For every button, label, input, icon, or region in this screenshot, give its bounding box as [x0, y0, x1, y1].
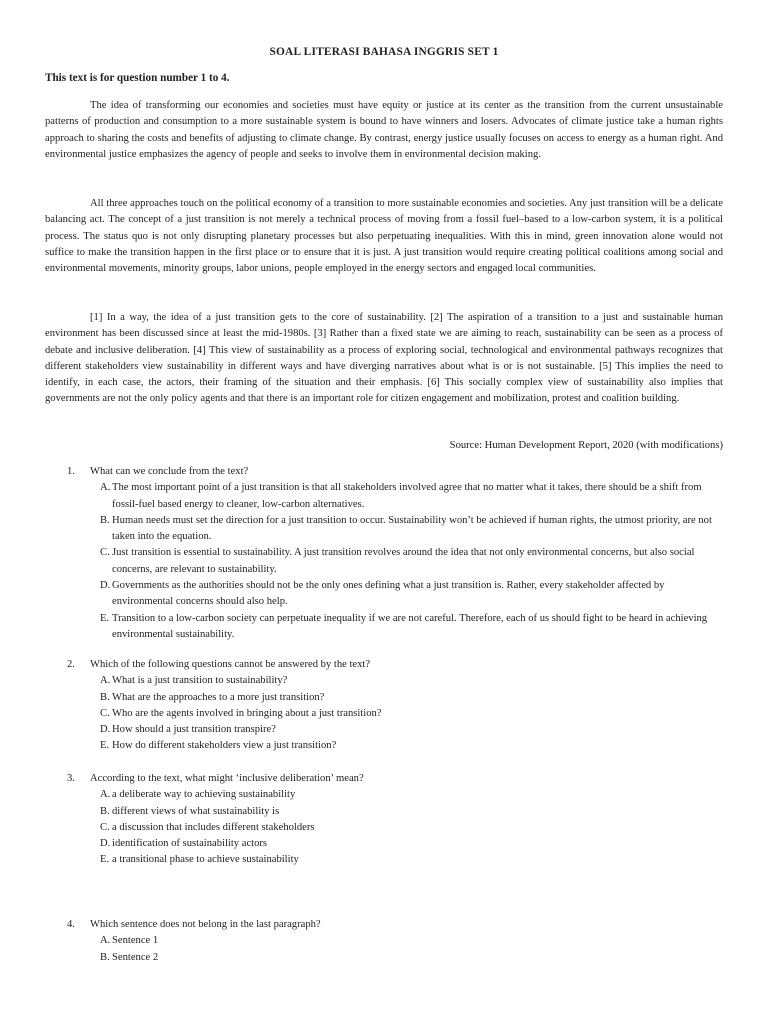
option-c: [100, 820, 723, 836]
option-d: [100, 836, 723, 852]
question-1: [67, 464, 723, 643]
option-text: a discussion that includes different stakeholders: [112, 821, 315, 833]
option-text: Governments as the authorities should not be the only ones defining what a just transition is. Rather, every stakeholder affected by environmental concerns should also help.: [112, 580, 665, 608]
option-list: [67, 673, 723, 754]
option-letter: C.: [100, 821, 110, 833]
question-text: According to the text, what might ‘inclusive deliberation’ mean?: [90, 773, 364, 784]
option-e: [100, 852, 723, 868]
option-text: Just transition is essential to sustainability. A just transition revolves around the idea that not only environmental concerns, but also social concerns, are relevant to sustainability.: [112, 547, 695, 575]
option-e: [100, 738, 723, 754]
option-a: [100, 787, 723, 803]
option-a: [100, 480, 723, 513]
option-text: different views of what sustainability is: [112, 805, 280, 817]
question-text: What can we conclude from the text?: [90, 466, 249, 477]
question-stem: [67, 464, 723, 480]
option-letter: D.: [100, 724, 111, 736]
option-text: What are the approaches to a more just transition?: [112, 691, 325, 703]
option-a: [100, 673, 723, 689]
option-letter: E.: [100, 854, 110, 866]
option-text: Human needs must set the direction for a just transition to occur. Sustainability won’t be achieved if human rights, the utmost priority, are not taken into the equation.: [112, 514, 712, 543]
option-d: [100, 578, 723, 611]
option-text: a transitional phase to achieve sustainability: [112, 854, 299, 866]
question-3: [67, 771, 723, 869]
option-letter: A.: [100, 675, 111, 687]
option-b: [100, 804, 723, 820]
option-b: [100, 950, 723, 966]
option-text: identification of sustainability actors: [112, 838, 268, 850]
option-a: [100, 933, 723, 949]
option-letter: A.: [100, 482, 111, 494]
question-number: 3.: [67, 773, 75, 784]
option-text: a deliberate way to achieving sustainability: [112, 789, 296, 801]
question-number: 1.: [67, 466, 75, 477]
option-b: [100, 513, 723, 546]
option-letter: B.: [100, 691, 110, 703]
option-letter: B.: [100, 951, 110, 963]
option-letter: D.: [100, 580, 111, 592]
option-c: [100, 545, 723, 578]
option-b: [100, 690, 723, 706]
option-text: How do different stakeholders view a just transition?: [112, 740, 337, 752]
option-text: The most important point of a just transition is that all stakeholders involved agree that no matter what it takes, there should be a shift from fossil-fuel based energy to cleaner, low-carbon alternatives.: [112, 482, 702, 510]
document-title: SOAL LITERASI BAHASA INGGRIS SET 1: [269, 46, 499, 58]
option-text: Sentence 1: [112, 935, 159, 947]
option-text: What is a just transition to sustainability?: [112, 675, 288, 687]
option-letter: E.: [100, 740, 110, 752]
option-text: Transition to a low-carbon society can perpetuate inequality if we are not careful. Therefore, each of us should fight to be heard in achieving environmental sustainability.: [112, 612, 708, 640]
option-letter: C.: [100, 707, 110, 719]
option-letter: B.: [100, 805, 110, 817]
question-stem: [67, 917, 723, 933]
option-e: [100, 611, 723, 644]
question-number: 2.: [67, 659, 75, 670]
reading-paragraph-3: [1] In a way, the idea of a just transition gets to the core of sustainability. [2] The aspiration of a transition to a just and sustainable human environment has been discussed since at least the mid-1980s. [3] Rather than a fixed state we are aiming to reach, sustainability can be seen as a process of debate and inclusive deliberation. [4] This view of sustainability as a process of exploring social, technological and environmental pathways recognizes that different stakeholders view sustainability in different ways and have diverging narratives about what is or is not sustainable. [5] This implies the need to identify, in each case, the actors, their framing of the situation and their emphasis. [6] This socially complex view of sustainability also implies that governments are not the only policy agents and that there is an important role for citizen engagement and mobilization, protest and coalition building.: [45, 312, 723, 405]
question-stem: [67, 771, 723, 787]
option-letter: A.: [100, 935, 111, 947]
option-list: [67, 787, 723, 868]
reading-paragraph-2: All three approaches touch on the political economy of a transition to more sustainable economies and societies. Any just transition will be a delicate balancing act. The concept of a just transition is not merely a technical process of moving from a fossil fuel–based to a low-carbon system, it is a political process. The status quo is not only disrupting planetary processes but also perpetuating inequalities. With this in mind, green innovation alone would not suffice to make the transition happen in the first place or to ensure that it is just. A just transition would require creating political coalitions among social and environmental movements, minority groups, labor unions, people employed in the energy sectors and engaged local communities.: [45, 198, 723, 275]
option-letter: D.: [100, 838, 111, 850]
option-list: [67, 933, 723, 966]
question-text: Which of the following questions cannot be answered by the text?: [90, 659, 371, 670]
question-number: 4.: [67, 919, 75, 930]
option-letter: C.: [100, 547, 110, 559]
option-text: Who are the agents involved in bringing about a just transition?: [112, 707, 382, 719]
option-c: [100, 706, 723, 722]
option-d: [100, 722, 723, 738]
reading-paragraph-1: The idea of transforming our economies and societies must have equity or justice at its center as the transition from the current unsustainable patterns of production and consumption to a more sustainable system is bound to have winners and losers. Advocates of climate justice take a human rights approach to sharing the costs and benefits of adjusting to climate change. By contrast, energy justice usually focuses on access to energy as a human right. And environmental justice emphasizes the agency of people and seeks to involve them in environmental decision making.: [45, 100, 723, 160]
intro-instruction: This text is for question number 1 to 4.: [45, 72, 230, 84]
option-letter: E.: [100, 612, 110, 624]
question-stem: [67, 657, 723, 673]
question-2: [67, 657, 723, 755]
option-letter: A.: [100, 789, 111, 801]
source-citation: Source: Human Development Report, 2020 (with modifications): [449, 440, 723, 451]
option-list: [67, 480, 723, 643]
question-text: Which sentence does not belong in the last paragraph?: [90, 919, 321, 930]
option-text: Sentence 2: [112, 951, 159, 963]
question-4: [67, 917, 723, 966]
option-text: How should a just transition transpire?: [112, 724, 276, 736]
option-letter: B.: [100, 514, 110, 526]
